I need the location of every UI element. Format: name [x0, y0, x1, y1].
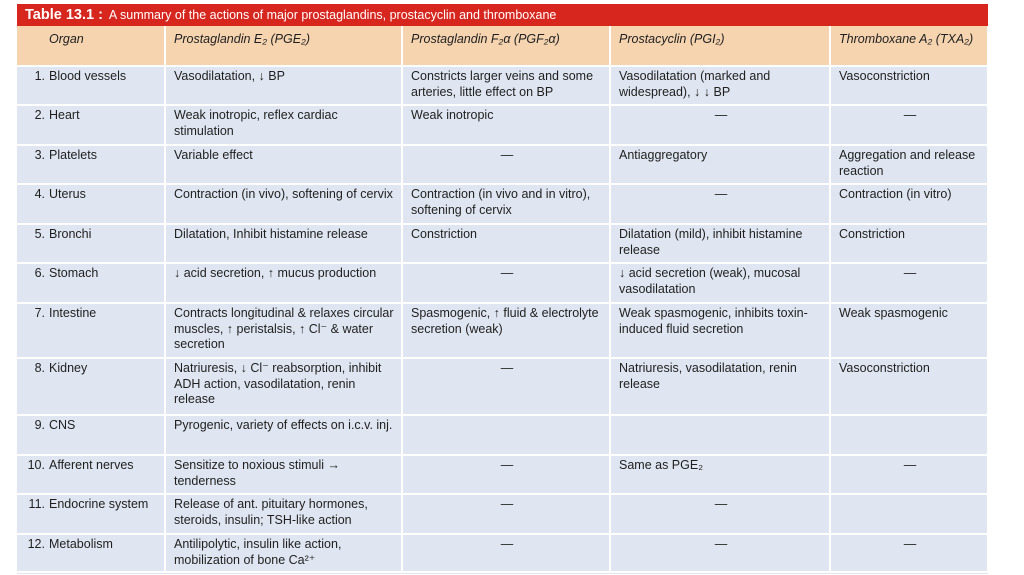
pge2-cell: Weak inotropic, reflex cardiac stimulation [165, 105, 402, 145]
pgi2-cell: Natriuresis, vasodilatation, renin release [610, 358, 830, 415]
empty-dash: — [500, 458, 514, 472]
row-number: 10. [27, 458, 45, 472]
pge2-cell: Sensitize to noxious stimuli → tenderness [165, 455, 402, 494]
empty-dash: — [903, 537, 917, 551]
row-number: 6. [34, 266, 45, 280]
header-pgf2a: Prostaglandin F₂α (PGF₂α) [402, 26, 610, 66]
pgf2a-cell [402, 263, 610, 303]
organ-name: Bronchi [49, 227, 92, 241]
row-number: 9. [34, 418, 45, 432]
organ-cell [17, 455, 165, 494]
row-number: 5. [34, 227, 45, 241]
txa2-cell [830, 455, 988, 494]
pgi2-cell: Vasodilatation (marked and widespread), ↓ ↓ BP [610, 66, 830, 105]
table-row [17, 184, 988, 224]
txa2-cell: Constriction [830, 224, 988, 263]
table-row [17, 105, 988, 145]
empty-dash: — [500, 497, 514, 511]
pgf2a-cell [402, 534, 610, 572]
row-number: 12. [27, 537, 45, 551]
row-number: 1. [34, 69, 45, 83]
row-number: 3. [34, 148, 45, 162]
table-figure [17, 4, 988, 574]
organ-cell [17, 494, 165, 534]
empty-dash: — [500, 537, 514, 551]
organ-cell [17, 263, 165, 303]
header-row [17, 26, 988, 66]
table-row [17, 494, 988, 534]
table-caption [17, 4, 988, 26]
table-row [17, 263, 988, 303]
organ-name: Endocrine system [49, 497, 149, 511]
pgf2a-cell [402, 358, 610, 415]
empty-dash: — [714, 108, 728, 122]
pgf2a-cell: Spasmogenic, ↑ fluid & electrolyte secretion (weak) [402, 303, 610, 358]
empty-dash: — [903, 458, 917, 472]
txa2-cell: Vasoconstriction [830, 66, 988, 105]
organ-name: Heart [49, 108, 80, 122]
pgi2-cell: Weak spasmogenic, inhibits toxin-induced fluid secretion [610, 303, 830, 358]
pgi2-cell [610, 184, 830, 224]
txa2-cell [830, 534, 988, 572]
organ-name: Intestine [49, 306, 97, 320]
pge2-cell: ↓ acid secretion, ↑ mucus production [165, 263, 402, 303]
pge2-cell: Variable effect [165, 145, 402, 184]
empty-dash: — [714, 497, 728, 511]
pge2-cell: Contracts longitudinal & relaxes circular muscles, ↑ peristalsis, ↑ Cl⁻ & water secretion [165, 303, 402, 358]
pge2-cell: Release of ant. pituitary hormones, steroids, insulin; TSH-like action [165, 494, 402, 534]
txa2-cell: Aggregation and release reaction [830, 145, 988, 184]
organ-cell [17, 534, 165, 572]
pgf2a-cell: Contraction (in vivo and in vitro), softening of cervix [402, 184, 610, 224]
pgf2a-cell: Weak inotropic [402, 105, 610, 145]
pgi2-cell: ↓ acid secretion (weak), mucosal vasodilatation [610, 263, 830, 303]
pgf2a-cell [402, 415, 610, 455]
pgi2-cell [610, 534, 830, 572]
txa2-cell [830, 105, 988, 145]
table-row [17, 358, 988, 415]
empty-dash: — [500, 266, 514, 280]
empty-dash: — [500, 361, 514, 375]
table-row [17, 455, 988, 494]
table-title: A summary of the actions of major prostaglandins, prostacyclin and thromboxane [108, 8, 557, 22]
table-row [17, 534, 988, 572]
row-number: 8. [34, 361, 45, 375]
pge2-cell: Vasodilatation, ↓ BP [165, 66, 402, 105]
organ-name: Stomach [49, 266, 99, 280]
organ-name: CNS [49, 418, 76, 432]
empty-dash: — [714, 537, 728, 551]
organ-cell [17, 105, 165, 145]
organ-name: Afferent nerves [49, 458, 134, 472]
organ-name: Uterus [49, 187, 86, 201]
empty-dash: — [903, 108, 917, 122]
table-row [17, 66, 988, 105]
empty-dash: — [903, 266, 917, 280]
empty-dash: — [714, 187, 728, 201]
organ-cell [17, 224, 165, 263]
pgf2a-cell: Constriction [402, 224, 610, 263]
table-row [17, 303, 988, 358]
pge2-cell: Natriuresis, ↓ Cl⁻ reabsorption, inhibit ADH action, vasodilatation, renin release [165, 358, 402, 415]
organ-cell [17, 66, 165, 105]
header-pge2: Prostaglandin E₂ (PGE₂) [165, 26, 402, 66]
organ-name: Platelets [49, 148, 97, 162]
pgf2a-cell: Constricts larger veins and some arteries, little effect on BP [402, 66, 610, 105]
pgi2-cell: Dilatation (mild), inhibit histamine release [610, 224, 830, 263]
row-number: 7. [34, 306, 45, 320]
table-row [17, 415, 988, 455]
organ-cell [17, 415, 165, 455]
organ-cell [17, 358, 165, 415]
pgi2-cell: Same as PGE₂ [610, 455, 830, 494]
pge2-cell: Dilatation, Inhibit histamine release [165, 224, 402, 263]
txa2-cell: Vasoconstriction [830, 358, 988, 415]
pgf2a-cell [402, 145, 610, 184]
organ-cell [17, 184, 165, 224]
txa2-cell: Contraction (in vitro) [830, 184, 988, 224]
txa2-cell [830, 263, 988, 303]
row-number: 4. [34, 187, 45, 201]
empty-dash: — [500, 148, 514, 162]
table-row [17, 224, 988, 263]
txa2-cell [830, 415, 988, 455]
pgi2-cell [610, 494, 830, 534]
pge2-cell: Antilipolytic, insulin like action, mobilization of bone Ca²⁺ [165, 534, 402, 572]
organ-name: Kidney [49, 361, 88, 375]
header-pgi2: Prostacyclin (PGI₂) [610, 26, 830, 66]
table-row [17, 145, 988, 184]
header-organ: Organ [17, 26, 165, 66]
organ-cell [17, 145, 165, 184]
pgf2a-cell [402, 455, 610, 494]
row-number: 2. [34, 108, 45, 122]
table-number: Table 13.1 : [25, 7, 103, 23]
pge2-cell: Pyrogenic, variety of effects on i.c.v. inj. [165, 415, 402, 455]
organ-name: Metabolism [49, 537, 113, 551]
organ-name: Blood vessels [49, 69, 127, 83]
header-txa2: Thromboxane A₂ (TXA₂) [830, 26, 988, 66]
row-number: 11. [28, 497, 45, 511]
pgf2a-cell [402, 494, 610, 534]
txa2-cell [830, 494, 988, 534]
organ-cell [17, 303, 165, 358]
pgi2-cell [610, 415, 830, 455]
pgi2-cell: Antiaggregatory [610, 145, 830, 184]
pge2-cell: Contraction (in vivo), softening of cervix [165, 184, 402, 224]
pgi2-cell [610, 105, 830, 145]
txa2-cell: Weak spasmogenic [830, 303, 988, 358]
prostaglandin-table [17, 26, 989, 573]
